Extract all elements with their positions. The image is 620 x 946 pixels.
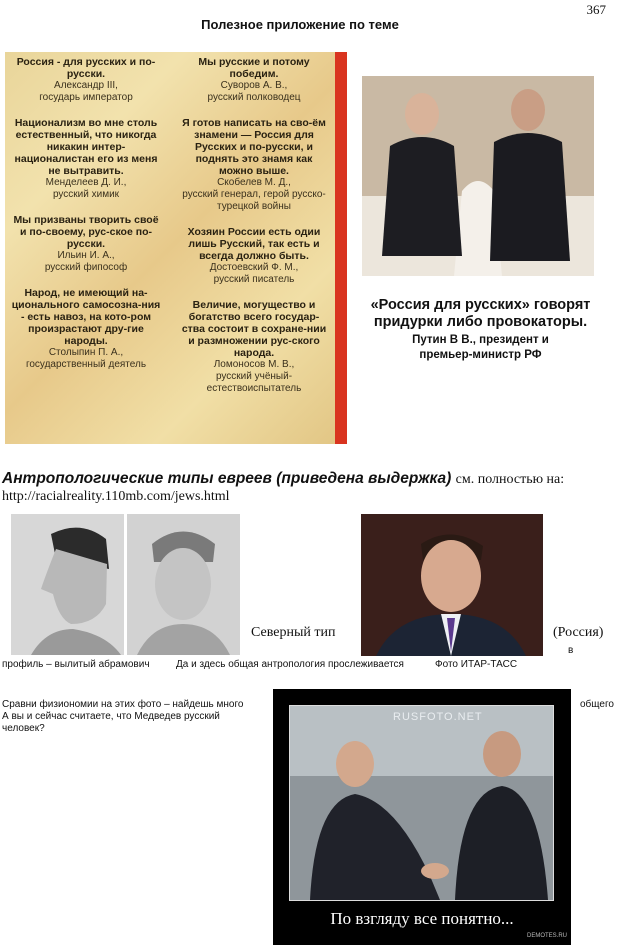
putin-kadyrov-photo: [362, 76, 594, 276]
quote: Хозяин России есть одии лишь Русский, так есть и всегда должно быть. Достоевский Ф. М., русский писатель: [187, 226, 321, 285]
quote: Мы русские и потому победим. Суворов А. В., русский полководец: [198, 56, 310, 103]
quote: Величие, могущество и богатство всего государ-ства состоит в сохране-нии и размножении рус-ского народа. Ломоносов М. В., русский учёный-естествоиспытатель: [181, 299, 327, 394]
profile-caption: профиль – вылитый абрамович: [2, 659, 150, 670]
nationalism-quotes-poster: [5, 52, 347, 444]
demotivator-site: DEMOTES.RU: [526, 933, 567, 939]
source-url[interactable]: http://racialreality.110mb.com/jews.html: [2, 489, 230, 504]
russia-caption: (Россия): [553, 625, 604, 640]
section-heading: [2, 470, 564, 488]
handshake-photo: [289, 705, 554, 901]
putin-quote-caption: [368, 297, 593, 363]
medvedev-photo: [361, 514, 543, 656]
page-title: Полезное приложение по теме: [201, 17, 399, 32]
photo-credit: Фото ИТАР-ТАСС: [435, 659, 518, 670]
quote: Россия - для русских и по-русски. Александр III, государь император: [16, 56, 156, 103]
v-caption: в: [568, 645, 574, 656]
putin-quote: «Россия для русских» говорят придурки либо провокаторы.: [370, 297, 591, 330]
frontal-portrait-photo: [127, 514, 240, 655]
demotivator-poster: [273, 689, 571, 945]
compare-text-line2: А вы и сейчас считаете, что Медведев русский: [2, 711, 220, 722]
heading-text: Антропологические типы евреев (приведена выдержка): [2, 470, 452, 487]
quote: Я готов написать на сво-ём знамени — Россия для Русских и по-русски, и поднять это знамя как можно выше. Скобелев М. Д., русский генерал, герой русско-турецкой войны: [182, 117, 326, 212]
poster-left-column: [11, 56, 161, 384]
putin-signature: Путин В В., президент и премьер-министр РФ: [412, 334, 549, 361]
quote: Национализм во мне столь естественный, что никогда никакин интер-националистан его из меня не вытравить. Менделеев Д. И., русский химик: [14, 117, 158, 200]
page-number: 367: [586, 2, 606, 17]
northern-type-caption: Северный тип: [251, 625, 336, 640]
anthropology-caption: Да и здесь общая антропология прослеживается: [176, 659, 404, 670]
profile-portrait-photo: [11, 514, 124, 655]
quote: Народ, не имеющий на-ционального самосозна-ния - есть навоз, на кото-ром произрастают дру-гие народы. Столыпин П. А., государственный деятель: [11, 287, 161, 370]
watermark: RUSFOTO.NET: [393, 711, 483, 723]
demotivator-caption: По взгляду все понятно...: [330, 909, 514, 928]
poster-right-column: [179, 56, 329, 408]
compare-general: общего: [580, 699, 614, 710]
compare-text-line3: человек?: [2, 723, 45, 734]
quote: Мы призваны творить своё и по-своему, рус-ское по-русски. Ильин И. А., русский фипософ: [13, 214, 159, 273]
compare-text-line1: Сравни физиономии на этих фото – найдешь много: [2, 699, 244, 710]
reference-text: см. полностью на:: [455, 472, 565, 487]
